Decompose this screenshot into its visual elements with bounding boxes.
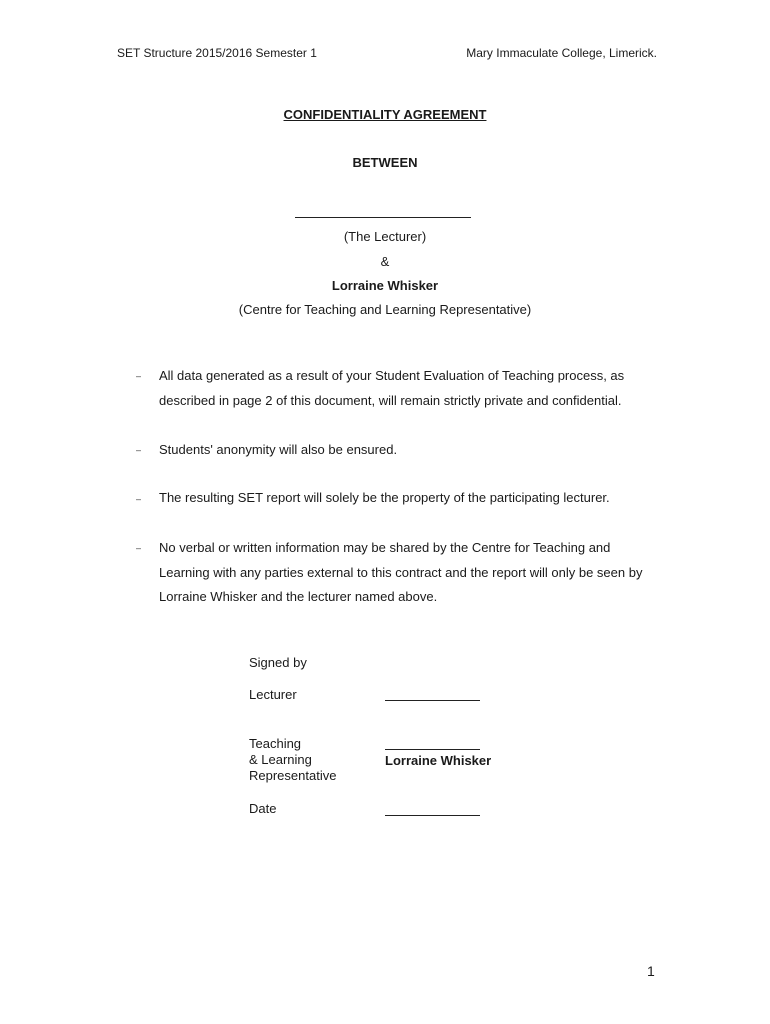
header-right-text: Mary Immaculate College, Limerick. <box>466 46 657 60</box>
clause-4-text: No verbal or written information may be shared by the Centre for Teaching and Learning with any parties external to this contract and the report will only be seen by Lorraine Whisker and the lecturer named above. <box>159 540 643 604</box>
representative-caption: (Centre for Teaching and Learning Representative) <box>238 302 532 317</box>
bullet-marker: – <box>136 445 142 455</box>
lecturer-signature-line <box>385 700 480 701</box>
rep-signature-label-line3: Representative <box>249 768 337 783</box>
date-label: Date <box>249 801 277 816</box>
lecturer-signature-label: Lecturer <box>249 687 297 702</box>
bullet-marker: – <box>136 371 142 381</box>
between-heading: BETWEEN <box>352 155 418 170</box>
rep-signature-label-line1: Teaching <box>249 736 302 751</box>
page-number: 1 <box>647 963 655 979</box>
signed-by-label: Signed by <box>249 655 307 670</box>
clause-2-text: Students' anonymity will also be ensured. <box>159 442 398 457</box>
clause-3-text: The resulting SET report will solely be the property of the participating lecturer. <box>159 490 610 505</box>
bullet-marker: – <box>136 494 142 504</box>
rep-signature-name: Lorraine Whisker <box>385 753 492 768</box>
date-line <box>385 815 480 816</box>
rep-signature-line <box>385 749 480 750</box>
lecturer-caption: (The Lecturer) <box>343 229 427 244</box>
lecturer-name-blank-line <box>295 217 471 218</box>
bullet-marker: – <box>136 543 142 553</box>
representative-name: Lorraine Whisker <box>331 278 439 293</box>
rep-signature-label-line2: & Learning <box>249 752 312 767</box>
document-title: CONFIDENTIALITY AGREEMENT <box>283 107 487 122</box>
header-left-text: SET Structure 2015/2016 Semester 1 <box>117 46 317 60</box>
clause-1-text: All data generated as a result of your Student Evaluation of Teaching process, as described in page 2 of this document, will remain strictly private and confidential. <box>159 368 625 408</box>
ampersand: & <box>380 254 390 269</box>
